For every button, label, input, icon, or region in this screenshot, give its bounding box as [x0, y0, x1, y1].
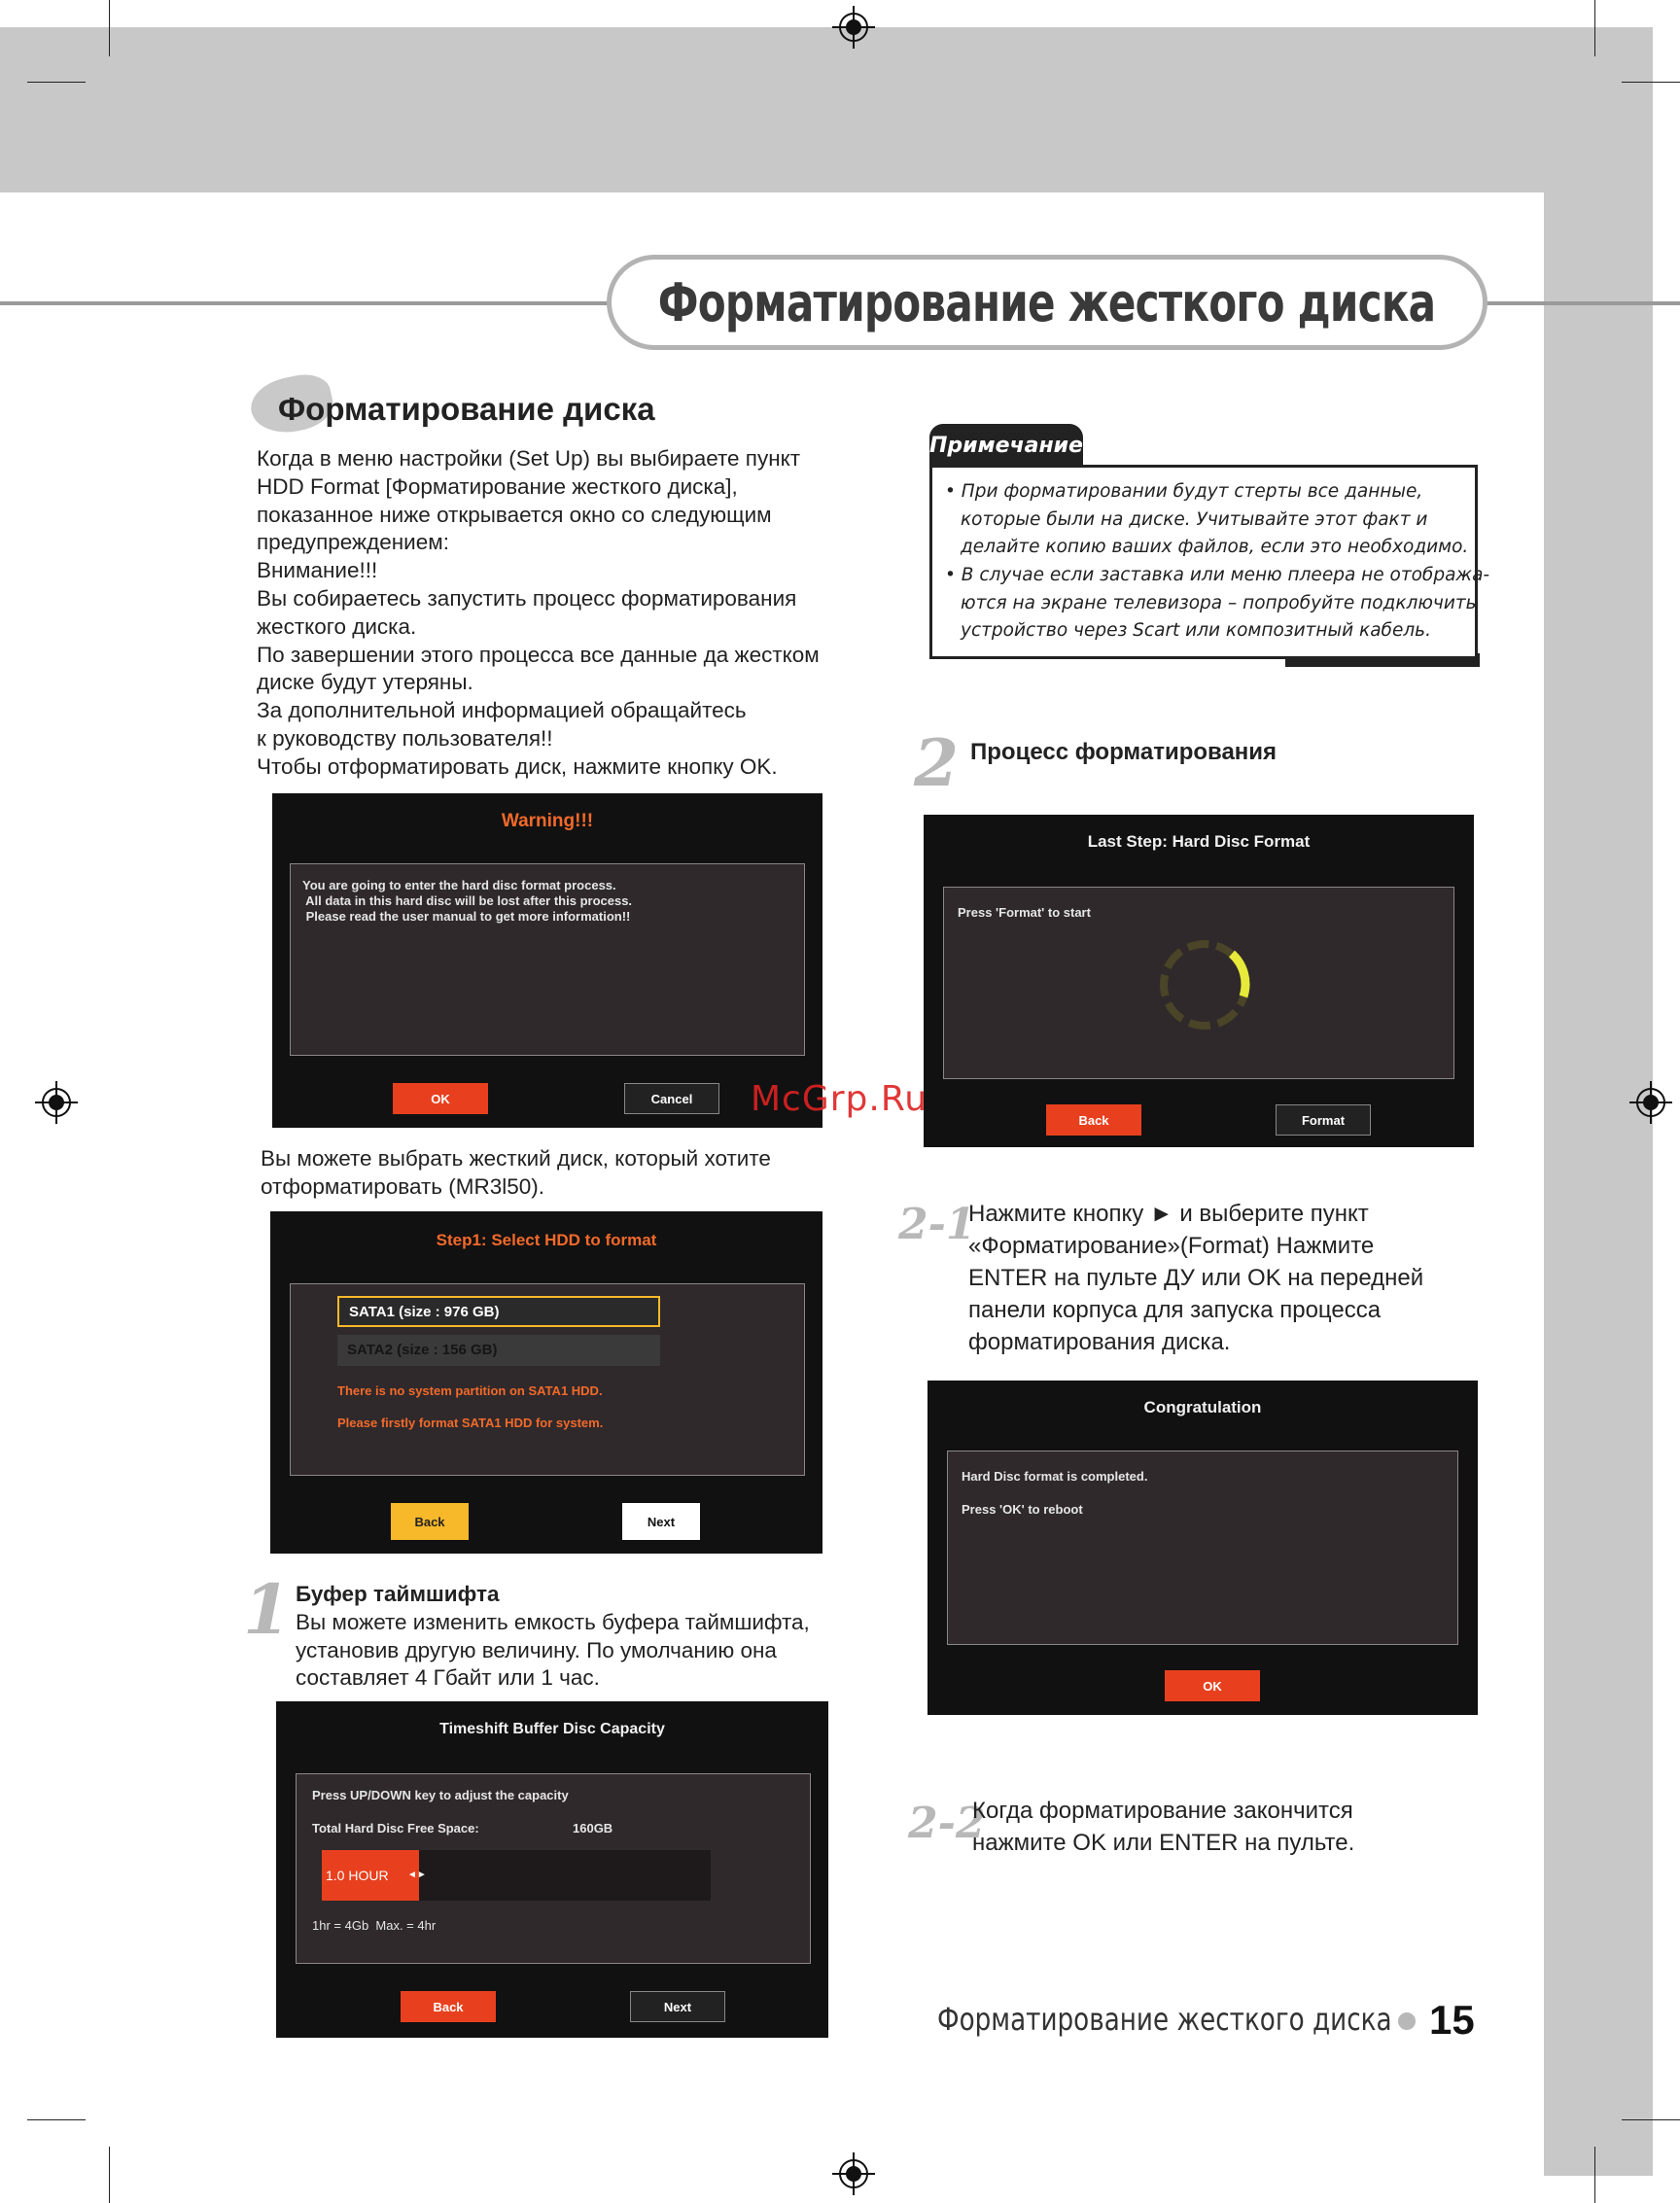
- capacity-instruction: Press UP/DOWN key to adjust the capacity: [312, 1788, 569, 1802]
- back-button[interactable]: Back: [401, 1991, 496, 2022]
- page-title: Форматирование жесткого диска: [607, 255, 1488, 350]
- free-space-label: Total Hard Disc Free Space:: [312, 1821, 479, 1836]
- warning-message: You are going to enter the hard disc format process. All data in this hard disc will be lost after this process. Please read the user manual to get more information!!: [302, 878, 633, 924]
- note-item: • При форматировании будут стерты все данные, которые были на диске. Учитывайте этот факт и делайте копию ваших файлов, если это необходимо.: [945, 481, 1469, 557]
- screen-title: Last Step: Hard Disc Format: [1087, 832, 1311, 851]
- step1-heading: Буфер таймшифта: [296, 1582, 500, 1606]
- loading-spinner-icon: [1156, 936, 1253, 1033]
- registration-mark-icon: [832, 6, 875, 49]
- format-message: Press 'Format' to start: [958, 905, 1091, 920]
- step2-1-text: Нажмите кнопку ► и выберите пункт «Форматирование»(Format) Нажмите ENTER на пульте ДУ или OK на передней панели корпуса для запуска процесса форматирования диска.: [968, 1201, 1424, 1355]
- ok-button[interactable]: OK: [1165, 1670, 1260, 1701]
- step1-text: Буфер таймшифта Вы можете изменить емкость буфера таймшифта, установив другую величину. По умолчанию она составляет 4 Гбайт или 1 час.: [296, 1582, 810, 1691]
- ok-button[interactable]: OK: [393, 1083, 488, 1114]
- screen-title: Timeshift Buffer Disc Capacity: [439, 1721, 665, 1737]
- select-hdd-screen: [270, 1211, 822, 1554]
- step2-heading: Процесс форматирования: [970, 739, 1278, 765]
- sata2-option[interactable]: SATA2 (size : 156 GB): [337, 1335, 660, 1366]
- select-hdd-text: Вы можете выбрать жесткий диск, который хотите отформатировать (MR3l50).: [261, 1146, 771, 1199]
- page-number: 15: [1429, 1997, 1475, 2043]
- warning-format-first: Please firstly format SATA1 HDD for system.: [337, 1416, 604, 1430]
- registration-mark-icon: [832, 2152, 875, 2195]
- capacity-value: 1.0 HOUR: [326, 1868, 389, 1883]
- congratulation-screen: [928, 1381, 1478, 1715]
- crop-mark: [27, 82, 86, 83]
- capacity-panel: [296, 1773, 811, 1964]
- intro-text: Когда в меню настройки (Set Up) вы выбираете пункт HDD Format [Форматирование жесткого диска], показанное ниже открывается окно со следующим предупреждением: Внимание!!! Вы собираетесь запустить процесс форматирования жесткого диска. По завершении этого процесса все данные да жестком диске будут утеряны. За дополнительной информацией обращайтесь к руководству пользователя!! Чтобы отформатировать диск, нажмите кнопку OK.: [257, 446, 820, 779]
- reboot-text: Press 'OK' to reboot: [962, 1502, 1083, 1517]
- crop-mark: [109, 0, 110, 56]
- crop-mark: [109, 2147, 110, 2203]
- crop-mark: [1594, 0, 1595, 56]
- warning-screen: [272, 793, 822, 1128]
- registration-mark-icon: [1629, 1081, 1672, 1124]
- warning-no-partition: There is no system partition on SATA1 HDD.: [337, 1383, 603, 1398]
- select-panel: [290, 1283, 805, 1476]
- watermark: McGrp.Ru: [751, 1079, 928, 1119]
- footer-title: Форматирование жесткого диска: [937, 2001, 1392, 2038]
- step-number: 1: [243, 1569, 291, 1650]
- cancel-button[interactable]: Cancel: [624, 1083, 719, 1114]
- congrat-panel: [947, 1451, 1458, 1645]
- step2-2-text: Когда форматирование закончится нажмите OK или ENTER на пульте.: [972, 1798, 1355, 1856]
- crop-mark: [1622, 2119, 1680, 2120]
- title-rule: [1482, 301, 1680, 305]
- format-screen: [924, 815, 1474, 1147]
- capacity-info: 1hr = 4Gb Max. = 4hr: [312, 1918, 437, 1933]
- step-number: 2-1: [898, 1200, 976, 1249]
- back-button[interactable]: Back: [1046, 1104, 1141, 1136]
- sata1-option[interactable]: SATA1 (size : 976 GB): [337, 1296, 660, 1327]
- next-button[interactable]: Next: [622, 1503, 700, 1540]
- capacity-slider[interactable]: [322, 1850, 711, 1901]
- format-complete-text: Hard Disc format is completed.: [962, 1469, 1148, 1484]
- note-item: • В случае если заставка или меню плеера не отобража- ются на экране телевизора – попробуйте подключить устройство через Scart или композитный кабель.: [945, 565, 1490, 641]
- top-gray-band: [0, 27, 1653, 192]
- step-number: 2: [914, 725, 959, 801]
- registration-mark-icon: [35, 1081, 78, 1124]
- section-title: Форматирование диска: [278, 391, 655, 427]
- screen-title: Step1: Select HDD to format: [436, 1231, 657, 1249]
- crop-mark: [1622, 82, 1680, 83]
- next-button[interactable]: Next: [630, 1991, 725, 2022]
- crop-mark: [27, 2119, 86, 2120]
- format-button[interactable]: Format: [1276, 1104, 1371, 1136]
- adjust-arrows-icon[interactable]: ◄►: [407, 1870, 427, 1880]
- back-button[interactable]: Back: [391, 1503, 469, 1540]
- step-number: 2-2: [908, 1799, 986, 1848]
- title-rule: [0, 301, 612, 305]
- screen-title: Congratulation: [1143, 1398, 1262, 1416]
- note-title: Примечание: [929, 424, 1083, 467]
- timeshift-screen: [276, 1701, 828, 2038]
- screen-title: Warning!!!: [501, 811, 594, 831]
- message-panel: [290, 863, 805, 1056]
- crop-mark: [1594, 2147, 1595, 2203]
- format-panel: [943, 887, 1454, 1079]
- footer-bullet: [1398, 2012, 1416, 2030]
- free-space-value: 160GB: [573, 1821, 613, 1836]
